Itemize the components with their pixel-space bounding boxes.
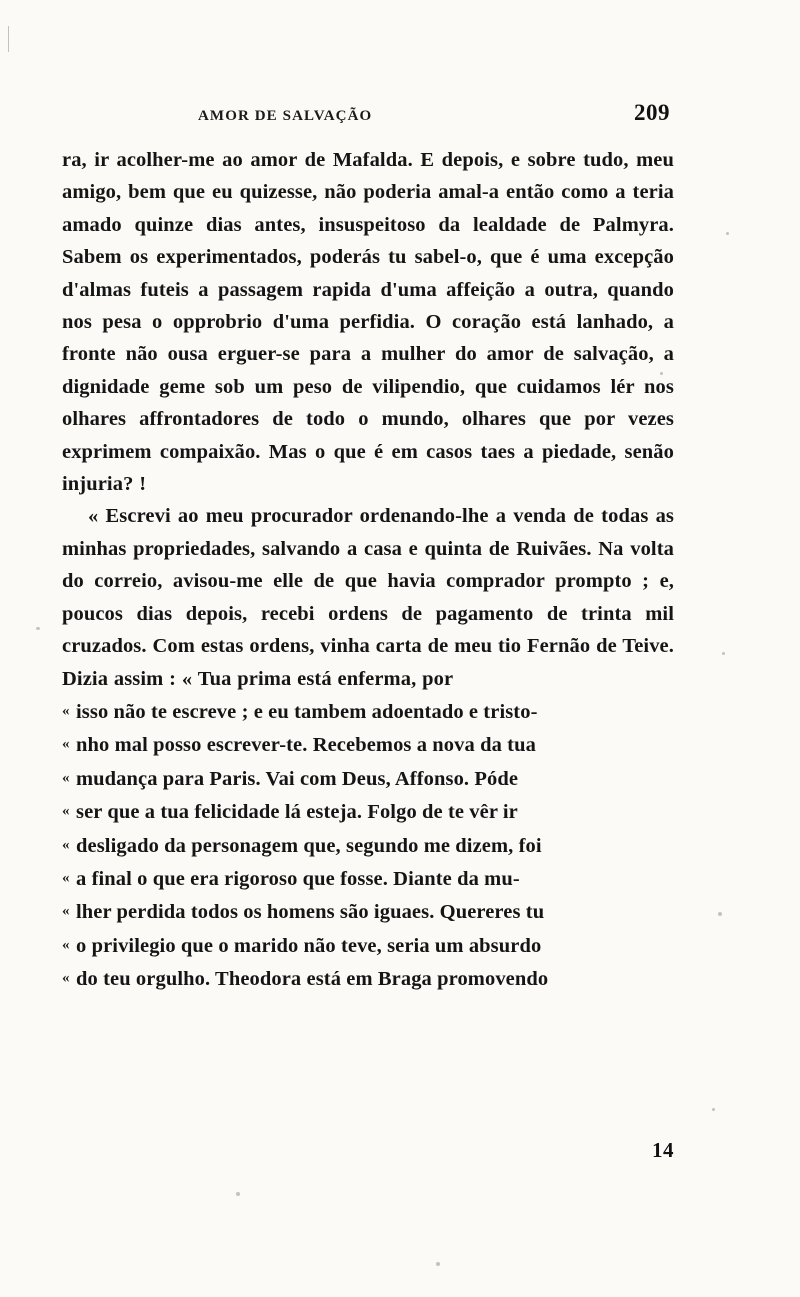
quoted-line-text: a final o que era rigoroso que fosse. Diante da mu- [76,867,520,890]
quote-marker: « [62,803,70,820]
quoted-line-text: nho mal posso escrever-te. Recebemos a nova da tua [76,734,536,757]
scan-speck [718,912,722,916]
quote-marker: « [62,702,70,719]
scan-speck [436,1262,440,1266]
signature-mark-line [62,1138,744,1163]
paragraph-letter-start: « Escrevi ao meu procurador ordenando-lhe a venda de todas as minhas propriedades, salvando a casa e quinta de Ruivães. Na volta do correio, avisou-me elle de que havia comprador prompto ; e, poucos dias depois, recebi ordens de pagamento de trinta mil cruzados. Com estas ordens, vinha carta de meu tio Fernão de Teive. Dizia assim : « Tua prima está enferma, por [62,505,674,690]
quoted-line-text: do teu orgulho. Theodora está em Braga promovendo [76,968,549,991]
quoted-line-text: mudança para Paris. Vai com Deus, Affonso. Póde [76,767,519,790]
scan-speck [726,232,729,235]
page-text-block [62,100,674,996]
quoted-line-text: ser que a tua felicidade lá esteja. Folgo de te vêr ir [76,801,518,824]
list-item [62,862,674,895]
quote-marker: « [62,970,70,987]
paragraph-continuation: ra, ir acolher-me ao amor de Mafalda. E depois, e sobre tudo, meu amigo, bem que eu quizesse, não poderia amal-a então como a teria amado quinze dias antes, insuspeitoso da lealdade de Palmyra. Sabem os experimentados, poderás tu sabel-o, que é uma excepção d'almas futeis a passagem rapida d'uma affeição a outra, quando nos pesa o opprobrio d'uma perfidia. O coração está lanhado, a fronte não ousa erguer-se para a mulher do amor de salvação, a dignidade geme sob um peso de vilipendio, que cuidamos lér nos olhares affrontadores de todo o mundo, olhares que por vezes exprimem compaixão. Mas o que é em casos taes a piedade, senão injuria? ! [62,149,674,496]
scan-speck [36,627,40,630]
list-item [62,762,674,795]
quoted-line-text: desligado da personagem que, segundo me dizem, foi [76,834,542,857]
quote-marker: « [62,869,70,886]
quote-marker: « [62,903,70,920]
quoted-line-text: isso não te escreve ; e eu tambem adoentado e tristo- [76,700,538,723]
list-item [62,728,674,761]
quote-marker: « [62,769,70,786]
list-item [62,962,674,995]
quote-marker: « [62,836,70,853]
scan-edge-mark [8,26,9,52]
list-item [62,895,674,928]
body-text [62,144,674,996]
quote-marker: « [62,936,70,953]
list-item [62,695,674,728]
quoted-letter-lines [62,695,674,996]
list-item [62,929,674,962]
list-item [62,795,674,828]
page-number: 209 [634,100,670,125]
scan-speck [722,652,725,655]
scan-speck [712,1108,715,1111]
running-head-title: AMOR DE SALVAÇÃO [198,108,373,124]
quoted-line-text: o privilegio que o marido não teve, seria um absurdo [76,934,542,957]
scan-speck [236,1192,240,1196]
signature-mark: 14 [652,1138,674,1162]
list-item [62,829,674,862]
quote-marker: « [62,736,70,753]
running-head [62,100,674,126]
quoted-line-text: lher perdida todos os homens são iguaes. Quereres tu [76,901,545,924]
